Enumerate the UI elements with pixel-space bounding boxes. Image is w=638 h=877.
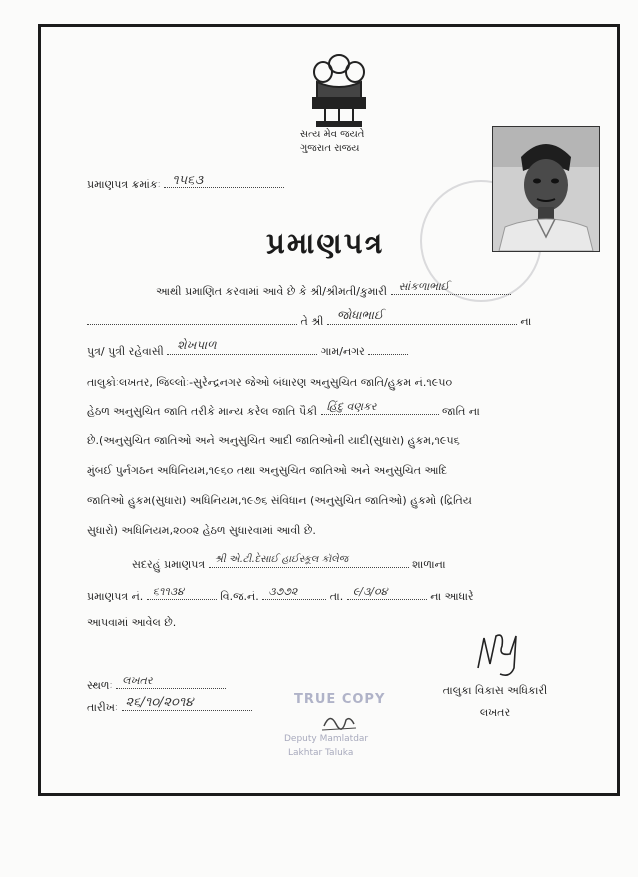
school-name: શ્રી એ.ટી.દેસાઈ હાઈસ્કૂલ કૉલેજ: [214, 554, 349, 565]
emblem-caption: [300, 128, 420, 156]
paragraph2-line3: આપવામાં આવેલ છે.: [87, 616, 177, 629]
motto-text: સત્ય મેવ જયતે: [300, 129, 365, 140]
school-cert-number: ૬૧૧૩૪: [152, 585, 184, 598]
paragraph1-line4: તાલુકોઃલખતર, જિલ્લોઃ-સુરેન્દ્રનગર જેઓ બંધારણ અનુસુચિત જાતિ/હુકમ નં.૧૯૫૦: [87, 376, 453, 389]
village-name: શેખપાળ: [177, 338, 217, 352]
date-label: તારીખઃ: [87, 701, 119, 714]
certificate-number-value: ૧૫૬૩: [172, 173, 204, 188]
certificate-number-label: પ્રમાણપત્ર ક્રમાંકઃ: [87, 178, 161, 191]
stamp-signature-icon: [320, 710, 360, 734]
applicant-name: સાંકળાભાઈ: [398, 280, 450, 293]
place-label: સ્થળઃ: [87, 679, 113, 692]
paragraph1-line5: હેઠળ અનુસુચિત જાતિ તરીકે માન્ય કરેલ જાતિ પૈકી હિંદુ વણકર જાતિ ના: [87, 400, 480, 418]
paragraph1-line2: તે શ્રી જોધાભાઈ ના: [87, 314, 612, 329]
paragraph1-line7: મુંબઈ પુર્નગઠન અધિનિયમ,૧૯૬૦ તથા અનુસુચિત જાતિઓ અને અનુસુચિત આદિ: [87, 464, 448, 477]
government-name: ગુજરાત રાજય: [300, 143, 360, 154]
gr-number: ૩૭૭૨: [268, 585, 298, 598]
paragraph1-line1: આથી પ્રમાણિત કરવામાં આવે છે કે શ્રી/શ્રીમતી/કુમારી સાંકળાભાઈ: [156, 284, 606, 299]
paragraph1-line9: સુધારો) અધિનિયમ,૨૦૦૨ હેઠળ સુધારવામાં આવી છે.: [87, 524, 316, 537]
paragraph1-line6: છે.(અનુસુચિત જાતિઓ અને અનુસુચિત આદી જાતિઓની યાદી(સુધારા) હુકમ,૧૯૫૬: [87, 434, 460, 447]
place-value: લખતર: [122, 674, 153, 687]
paragraph1-line8: જાતિઓ હુકમ(સુધારા) અધિનિયમ,૧૯૭૬ સંવિધાન (અનુસુચિત જાતિઓ) હુકમો (દ્રિતિય: [87, 494, 472, 507]
state-emblem-icon: [303, 46, 375, 130]
certificate-number-row: [87, 173, 284, 192]
date-value: ૨૬/૧૦/૨૦૧૪: [125, 695, 194, 710]
caste-name: હિંદુ વણકર: [326, 400, 377, 413]
place-row: [87, 674, 226, 693]
true-copy-stamp: [262, 688, 432, 766]
stamp-line-2: Lakhtar Taluka: [288, 748, 354, 758]
father-name: જોધાભાઈ: [336, 308, 384, 322]
school-cert-date: ૯/૩/૦૪: [352, 585, 388, 598]
applicant-photo: [492, 126, 600, 252]
officer-designation: તાલુકા વિકાસ અધિકારી: [442, 684, 548, 697]
certificate-title: પ્રમાણપત્ર: [266, 226, 385, 260]
paragraph2-line2: પ્રમાણપત્ર નં. ૬૧૧૩૪ વિ.જ.નં. ૩૭૭૨ તા. ૯/૩/૦૪ ના આધારે: [87, 585, 474, 603]
officer-office: લખતર: [479, 706, 511, 719]
stamp-title: TRUE COPY: [294, 692, 386, 707]
officer-block: [420, 680, 570, 724]
officer-signature-icon: [470, 628, 530, 684]
date-row: [87, 695, 252, 715]
paragraph1-line3: પુત્ર/ પુત્રી રહેવાસી શેખપાળ ગામ/નગર: [87, 344, 612, 359]
stamp-line-1: Deputy Mamlatdar: [284, 734, 369, 744]
paragraph2-line1: સદરહું પ્રમાણપત્ર શ્રી એ.ટી.દેસાઈ હાઈસ્કૂલ કૉલેજ શાળાના: [132, 554, 446, 571]
